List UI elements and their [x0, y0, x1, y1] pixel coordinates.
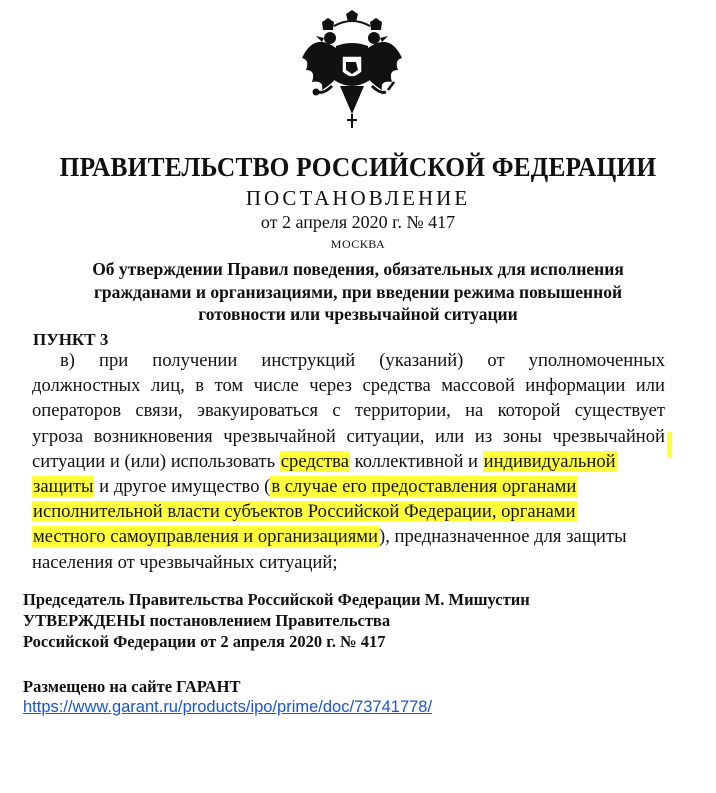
highlighted-text: индивидуальной: [483, 450, 616, 472]
highlighted-text: средства: [280, 450, 349, 472]
highlighted-text: местного самоуправления и организациями: [33, 526, 379, 548]
paragraph-line: в) при получении инструкций (указаний) от уполномоченных: [60, 350, 665, 371]
highlight-marker: [667, 432, 672, 458]
subject-line: Об утверждении Правил поведения, обязательных для исполнения: [92, 259, 624, 279]
date-and-number: от 2 апреля 2020 г. № 417: [260, 212, 456, 232]
highlighted-text: защиты: [33, 475, 94, 497]
document-subject: [0, 258, 716, 326]
approval-note: УТВЕРЖДЕНЫ постановлением Правительства: [23, 611, 391, 630]
source-link[interactable]: https://www.garant.ru/products/ipo/prime/doc/73741778/: [23, 698, 433, 716]
text: и другое имущество (: [94, 475, 271, 497]
paragraph: [32, 348, 665, 575]
paragraph-line: операторов связи, эвакуироваться с территории, на которой существует: [32, 400, 665, 422]
paragraph-line: должностных лиц, в том числе через средства массовой информации или: [32, 375, 665, 397]
highlighted-text: исполнительной власти субъектов Российской Федерации, органами: [33, 501, 576, 523]
section-label: ПУНКТ 3: [33, 330, 109, 349]
source-note: Размещено на сайте ГАРАНТ: [23, 677, 241, 696]
text: ), предназначенное для защиты: [379, 526, 627, 548]
text: ситуации и (или) использовать: [32, 450, 280, 472]
russian-coat-of-arms-icon: [296, 10, 408, 130]
city-label: МОСКВА: [330, 237, 386, 251]
government-title: ПРАВИТЕЛЬСТВО РОССИЙСКОЙ ФЕДЕРАЦИИ: [59, 152, 657, 182]
paragraph-line: [32, 449, 665, 474]
paragraph-line: [32, 474, 665, 499]
text: коллективной и: [349, 450, 483, 472]
paragraph-line: угроза возникновения чрезвычайной ситуации, или из зоны чрезвычайной: [32, 425, 665, 447]
highlighted-text: в случае его предоставления органами: [271, 475, 577, 497]
subject-line: гражданами и организациями, при введении режима повышенной: [93, 281, 623, 302]
paragraph-line: населения от чрезвычайных ситуаций;: [32, 551, 338, 573]
chairman-signature: Председатель Правительства Российской Федерации М. Мишустин: [23, 590, 530, 609]
paragraph-line: [32, 499, 665, 524]
document-type: ПОСТАНОВЛЕНИЕ: [245, 186, 471, 210]
subject-line: готовности или чрезвычайной ситуации: [198, 304, 518, 324]
paragraph-line: [32, 524, 665, 549]
approval-note: Российской Федерации от 2 апреля 2020 г. № 417: [23, 632, 386, 651]
